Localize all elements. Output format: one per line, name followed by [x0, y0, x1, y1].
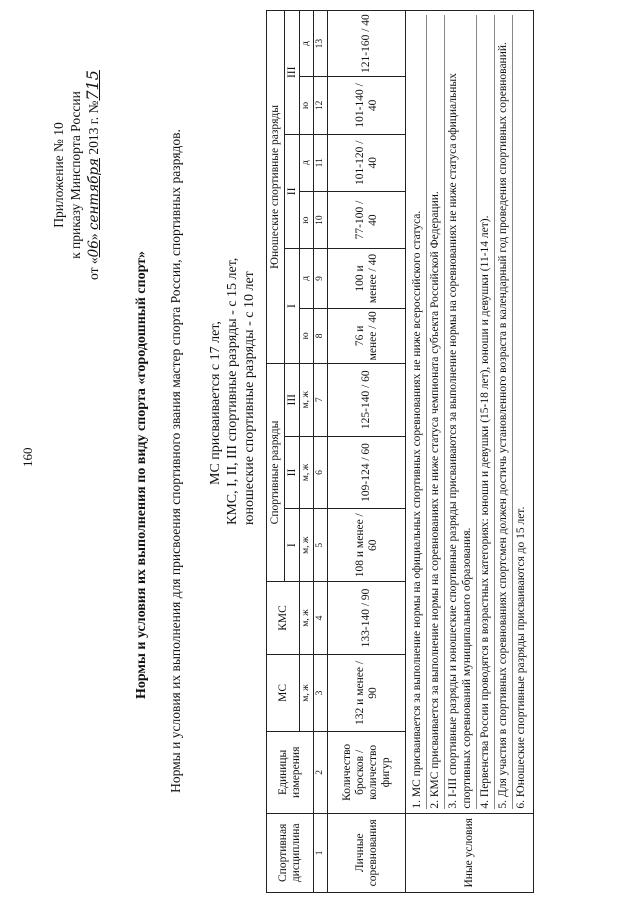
sex-y3-yu: ю	[300, 77, 314, 134]
sex-ms: м, ж	[300, 654, 314, 731]
condition-item: 4. Первенства России проводятся в возрастных категориях: юноши и девушки (15-18 лет), юноши и девушки (11-14 лет).	[477, 15, 495, 809]
cell-r3: 125-140 / 60	[328, 363, 406, 436]
header-youth-III: III	[285, 11, 300, 135]
cell-ms: 132 и менее / 90	[328, 654, 406, 731]
other-conditions-label: Иные условия	[406, 813, 534, 892]
header-rank-II: II	[285, 436, 300, 509]
appendix-line-3	[84, 5, 103, 345]
colnum-10: 10	[314, 191, 328, 248]
appendix-block	[50, 5, 103, 345]
colnum-2: 2	[314, 732, 328, 814]
appendix-year: 2013 г. №	[86, 100, 101, 155]
sex-y1-d: д	[300, 249, 314, 309]
sex-r2: м, ж	[300, 436, 314, 509]
age-line-2: КМС, I, II, III спортивные разряды - с 15 лет,	[225, 257, 240, 525]
sex-y1-yu: ю	[300, 308, 314, 363]
cell-y3-yu: 101-140 / 40	[328, 77, 406, 134]
cell-y2-yu: 77-100 / 40	[328, 191, 406, 248]
condition-item: 2. КМС присваивается за выполнение нормы на соревнованиях не ниже статуса чемпионата субъекта Российской Федерации.	[427, 15, 445, 809]
document-subtitle: Нормы и условия их выполнения для присвоения спортивного звания мастер спорта России, спортивных разрядов.	[168, 129, 183, 793]
condition-item: 3. I-III спортивные разряды и юношеские спортивные разряды присваиваются за выполнение нормы на соревнованиях не ниже статуса официальных спортивных соревнований муниципального образования.	[445, 15, 477, 809]
colnum-8: 8	[314, 308, 328, 363]
appendix-number: 715	[83, 70, 102, 101]
sex-y2-yu: ю	[300, 191, 314, 248]
cell-y1-d: 100 и менее / 40	[328, 249, 406, 309]
condition-item: 1. МС присваивается за выполнение нормы на официальных спортивных соревнованиях не ниже всероссийского статуса.	[409, 15, 427, 809]
age-requirements	[207, 225, 258, 525]
appendix-line-1: Приложение № 10	[51, 122, 66, 228]
colnum-11: 11	[314, 134, 328, 191]
document-title: Нормы и условия их выполнения по виду спорта «городошный спорт»	[134, 250, 149, 700]
cell-discipline: Личные соревнования	[328, 813, 406, 892]
appendix-day: 06	[86, 240, 102, 258]
header-sport-ranks: Спортивные разряды	[267, 363, 285, 581]
cell-kms: 133-140 / 90	[328, 582, 406, 655]
appendix-from: от «	[86, 257, 101, 280]
colnum-7: 7	[314, 363, 328, 436]
conditions-list	[406, 11, 534, 814]
other-conditions-row	[406, 11, 534, 893]
header-rank-III: III	[285, 363, 300, 436]
appendix-month: сентября	[86, 158, 102, 231]
header-kms: КМС	[267, 582, 300, 655]
colnum-13: 13	[314, 11, 328, 77]
header-youth-ranks: Юношеские спортивные разряды	[267, 11, 285, 364]
age-line-3: юношеские спортивные разряды - с 10 лет	[242, 271, 257, 525]
sex-r3: м, ж	[300, 363, 314, 436]
colnum-3: 3	[314, 654, 328, 731]
cell-y3-d: 121-160 / 40	[328, 11, 406, 77]
condition-item: 6. Юношеские спортивные разряды присваиваются до 15 лет.	[515, 506, 527, 809]
colnum-5: 5	[314, 509, 328, 582]
colnum-4: 4	[314, 582, 328, 655]
sex-kms: м, ж	[300, 582, 314, 655]
colnum-6: 6	[314, 436, 328, 509]
header-youth-II: II	[285, 134, 300, 249]
colnum-12: 12	[314, 77, 328, 134]
norms-table	[266, 10, 534, 893]
header-units: Единицы измерения	[267, 732, 314, 814]
cell-r2: 109-124 / 60	[328, 436, 406, 509]
appendix-line-2: к приказу Минспорта России	[68, 91, 83, 259]
age-line-1: МС присваивается с 17 лет,	[208, 321, 223, 485]
header-ms: МС	[267, 654, 300, 731]
sex-y3-d: д	[300, 11, 314, 77]
cell-r1: 108 и менее / 60	[328, 509, 406, 582]
appendix-quote: »	[86, 233, 101, 241]
header-youth-I: I	[285, 249, 300, 364]
header-discipline: Спортивная дисциплина	[267, 813, 314, 892]
sex-y2-d: д	[300, 134, 314, 191]
cell-y2-d: 101-120 / 40	[328, 134, 406, 191]
sex-r1: м, ж	[300, 509, 314, 582]
condition-item: 5. Для участия в спортивных соревнованиях спортсмен должен достичь установленного возраста в календарный год проведения спортивных соревнований.	[495, 15, 513, 809]
page-number: 160	[20, 447, 35, 467]
cell-units: Количество бросков / количество фигур	[328, 732, 406, 814]
colnum-1: 1	[314, 813, 328, 892]
header-rank-I: I	[285, 509, 300, 582]
table-row	[328, 11, 406, 893]
cell-y1-yu: 76 и менее / 40	[328, 308, 406, 363]
colnum-9: 9	[314, 249, 328, 309]
